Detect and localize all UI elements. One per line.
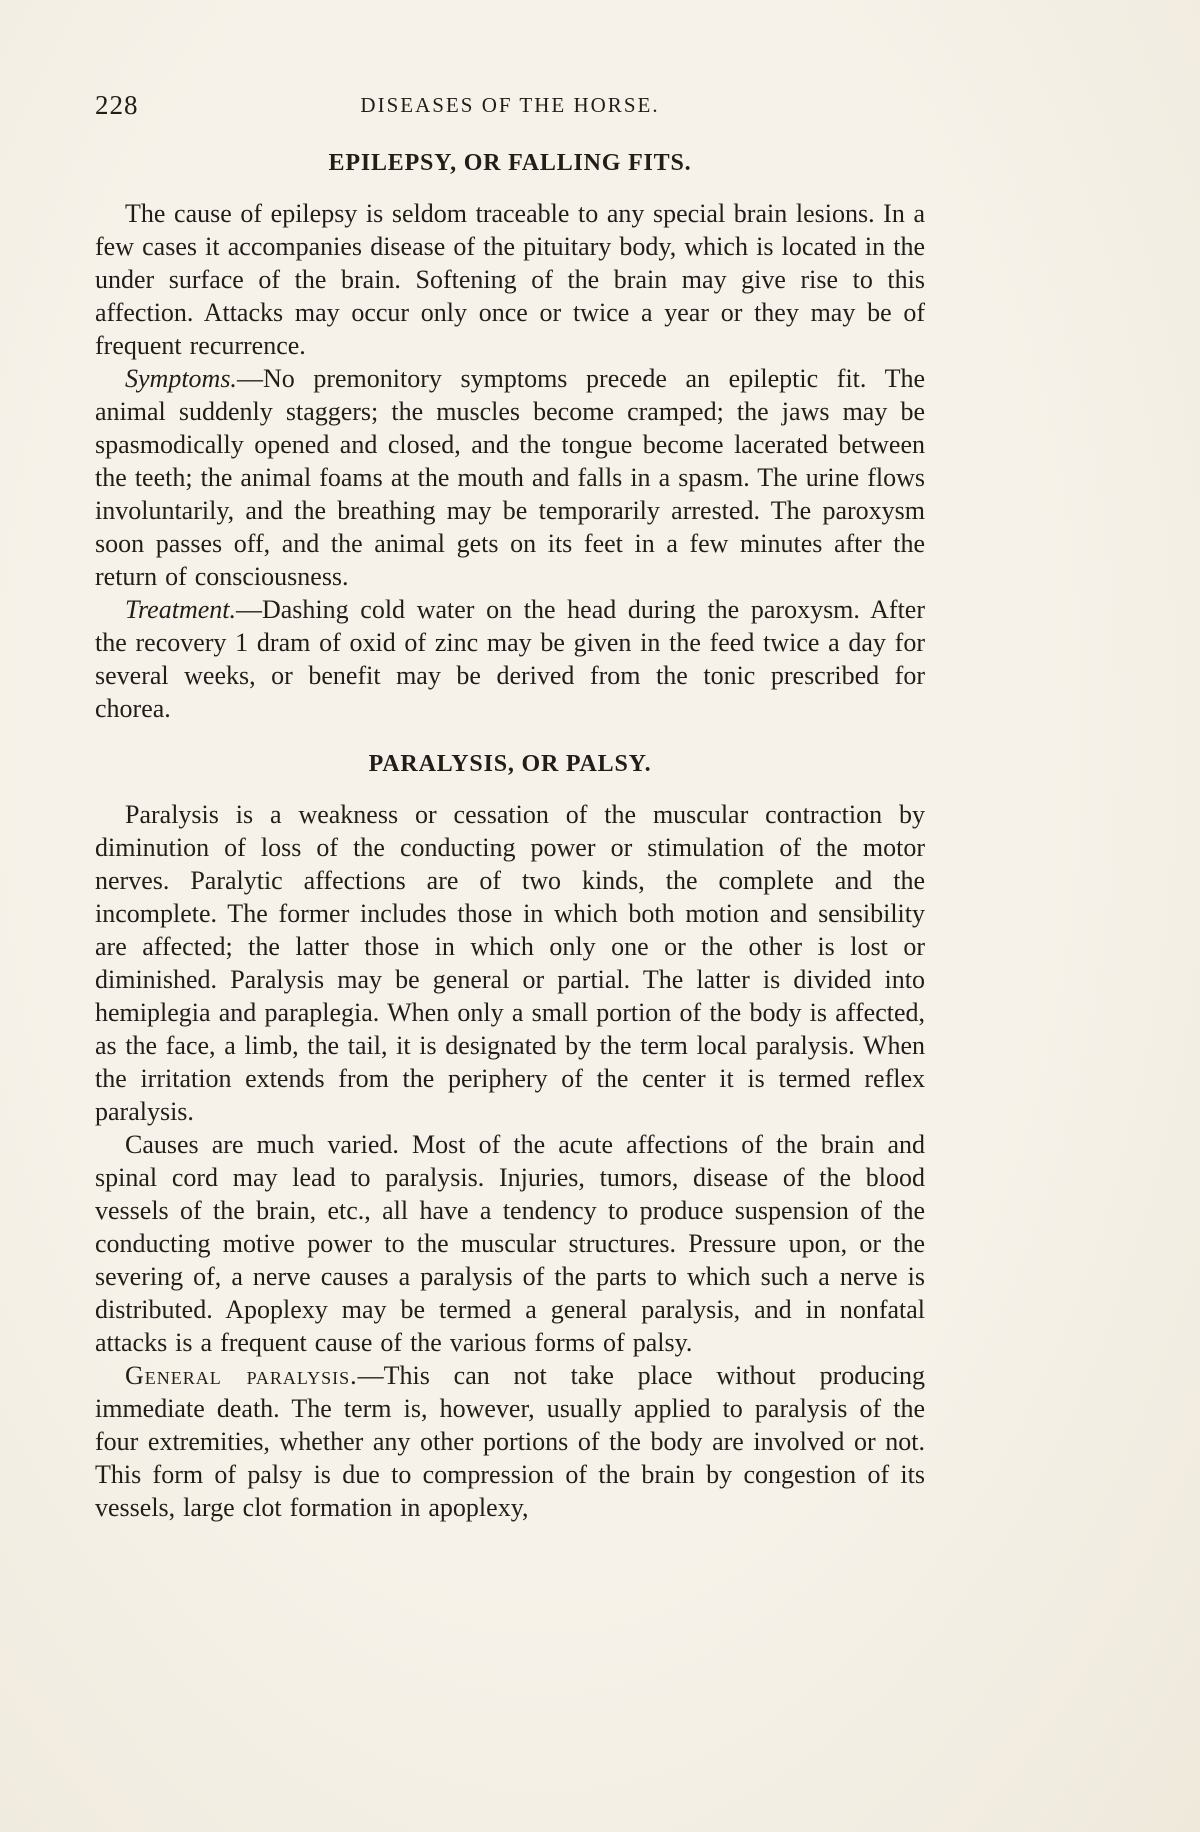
paragraph (95, 798, 925, 1128)
paragraph (95, 197, 925, 362)
page-header (95, 90, 925, 124)
paragraph (95, 1359, 925, 1524)
paragraph-lead-treatment: Treatment. (125, 595, 236, 624)
paragraph-text: Causes are much varied. Most of the acute affections of the brain and spinal cord may lead to paralysis. Injuries, tumors, disease of the blood vessels of the brain, etc., all have a tendency to produce suspension of the conducting motive power to the muscular structures. Pressure upon, or the severing of, a nerve causes a paralysis of the parts to which such a nerve is distributed. Apoplexy may be termed a general paralysis, and in nonfatal attacks is a frequent cause of the various forms of palsy. (95, 1130, 925, 1357)
paragraph-text: —No premonitory symptoms precede an epileptic fit. The animal suddenly staggers; the muscles become cramped; the jaws may be spasmodically opened and closed, and the tongue become lacerated between the teeth; the animal foams at the mouth and falls in a spasm. The urine flows involuntarily, and the breathing may be temporarily arrested. The paroxysm soon passes off, and the animal gets on its feet in a few minutes after the return of consciousness. (95, 364, 925, 591)
section-heading-epilepsy: EPILEPSY, OR FALLING FITS. (328, 150, 692, 176)
paragraph-lead-symptoms: Symptoms. (125, 364, 237, 393)
paragraph-text: —Dashing cold water on the head during the paroxysm. After the recovery 1 dram of oxid of zinc may be given in the feed twice a day for several weeks, or benefit may be derived from the tonic prescribed for chorea. (95, 595, 925, 723)
paragraph (95, 593, 925, 725)
section-heading-paralysis: PARALYSIS, OR PALSY. (368, 751, 652, 777)
paragraph (95, 1128, 925, 1359)
paragraph-text: Paralysis is a weakness or cessation of the muscular contraction by diminution of loss of the conducting power or stimulation of the motor nerves. Paralytic affections are of two kinds, the complete and the incomplete. The former includes those in which both motion and sensibility are affected; the latter those in which only one or the other is lost or diminished. Paralysis may be general or partial. The latter is divided into hemiplegia and paraplegia. When only a small portion of the body is affected, as the face, a limb, the tail, it is designated by the term local paralysis. When the irritation extends from the periphery of the center it is termed reflex paralysis. (95, 800, 925, 1126)
paragraph (95, 362, 925, 593)
page-number: 228 (95, 90, 139, 120)
running-header: DISEASES OF THE HORSE. (360, 93, 660, 117)
paragraph-lead-general-paralysis: General paralysis. (125, 1361, 358, 1390)
text-block (95, 90, 925, 1524)
paragraph-text: The cause of epilepsy is seldom traceable to any special brain lesions. In a few cases it accompanies disease of the pituitary body, which is located in the under surface of the brain. Softening of the brain may give rise to this affection. Attacks may occur only once or twice a year or they may be of frequent recurrence. (95, 199, 925, 360)
paragraph-text: —This can not take place without producing immediate death. The term is, however, usually applied to paralysis of the four extremities, whether any other portions of the body are involved or not. This form of palsy is due to compression of the brain by congestion of its vessels, large clot formation in apoplexy, (95, 1361, 925, 1522)
